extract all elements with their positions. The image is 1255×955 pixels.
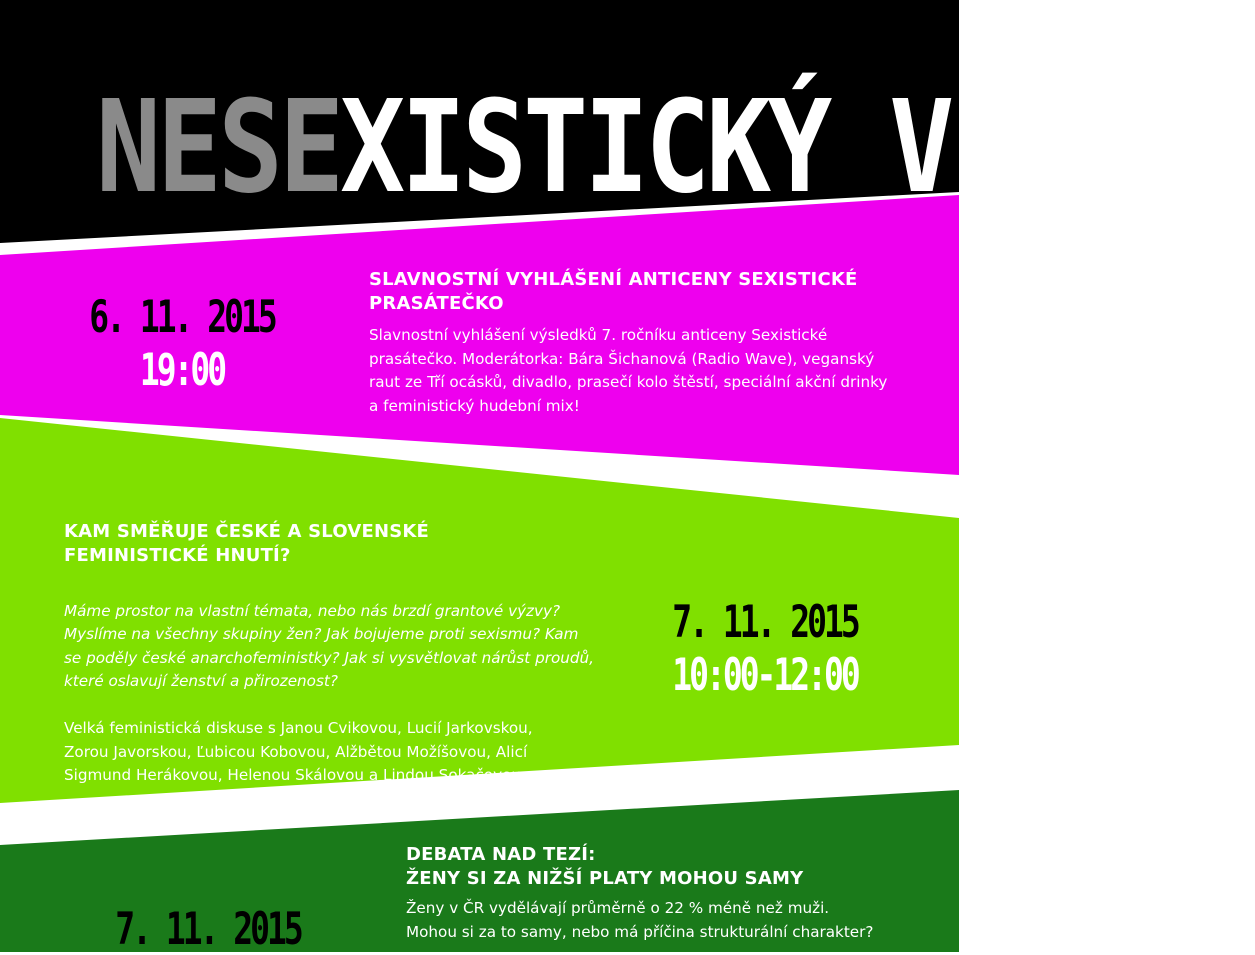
event-2-title: KAM SMĚŘUJE ČESKÉ A SLOVENSKÉ FEMINISTICKÉ HNUTÍ? [64, 521, 430, 566]
event-3-description: Ženy v ČR vydělávají průměrně o 22 % méně než muži. Mohou si za to samy, nebo má příčina strukturální charakter? [406, 899, 874, 941]
event-3-title: DEBATA NAD TEZÍ: ŽENY SI ZA NIŽŠÍ PLATY MOHOU SAMY [406, 844, 804, 889]
event-2-questions: Máme prostor na vlastní témata, nebo nás brzdí grantové výzvy? Myslíme na všechny skupiny žen? Jak bojujeme proti sexismu? Kam se poděly české anarchofeministky? Jak si vysvětlovat nárůst proudů, které oslavují ženství a přirozenost? [64, 601, 594, 690]
page-title [96, 72, 1255, 225]
event-1-time: 19:00 [139, 343, 225, 396]
title-part-white: XISTICKÝ VÍKEND [340, 74, 1255, 222]
event-2-date: 7. 11. 2015 [672, 595, 858, 648]
event-1-title: SLAVNOSTNÍ VYHLÁŠENÍ ANTICENY SEXISTICKÉ PRASÁTEČKO [369, 269, 858, 314]
event-1-date: 6. 11. 2015 [89, 290, 275, 343]
event-2-participants: Velká feministická diskuse s Janou Cvikovou, Lucií Jarkovskou, Zorou Javorskou, Ľubicou Kobovou, Alžbětou Možíšovou, Alicí Sigmund Herákovou, Helenou Skálovou a Lindou Sokačovou. [64, 719, 533, 784]
event-2-datetime [650, 595, 880, 701]
event-3-datetime [108, 902, 308, 955]
event-1-datetime [88, 290, 276, 396]
title-part-gray: NESE [96, 74, 341, 222]
event-2-description [64, 576, 624, 788]
event-2-time: 10:00-12:00 [672, 648, 858, 701]
event-3-date: 7. 11. 2015 [115, 902, 301, 955]
event-1-description: Slavnostní vyhlášení výsledků 7. ročníku anticeny Sexistické prasátečko. Moderátorka: Bára Šichanová (Radio Wave), veganský raut ze Tří ocásků, divadlo, prasečí kolo štěstí, speciální akční drinky a feministický hudební mix! [369, 326, 888, 415]
